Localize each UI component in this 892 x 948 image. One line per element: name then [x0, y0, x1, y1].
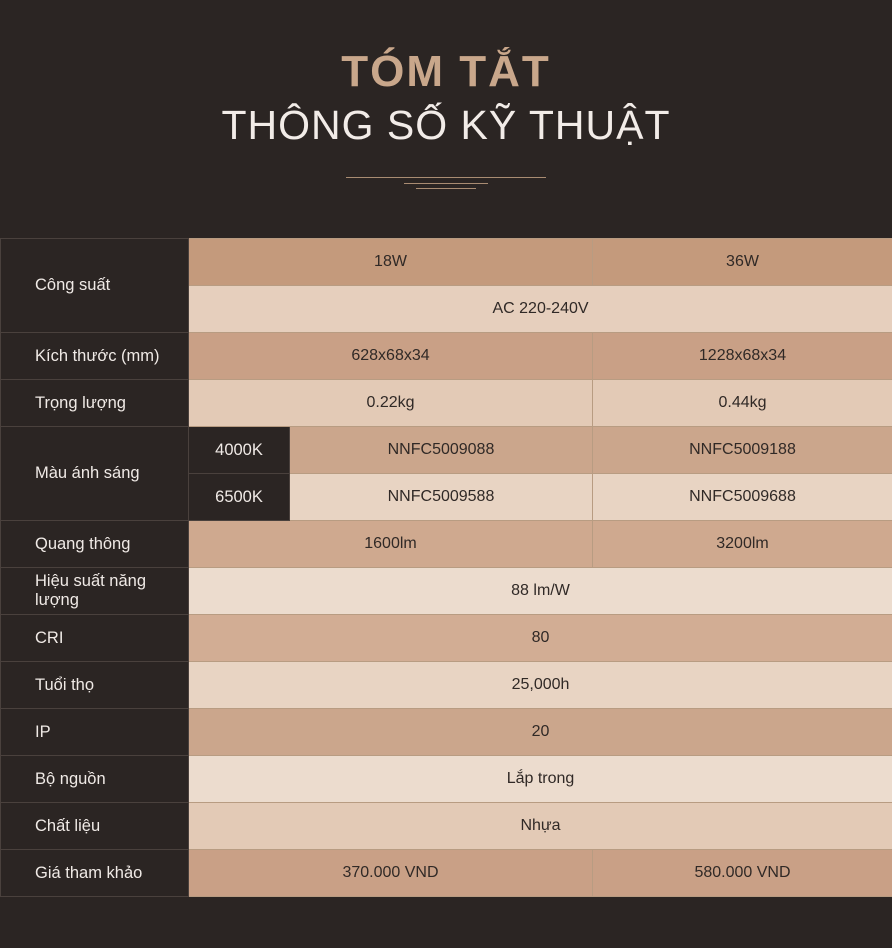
- row-value-1: 18W: [189, 239, 593, 286]
- table-row: [1, 615, 892, 662]
- row-label: IP: [1, 709, 189, 756]
- row-label: Tuổi thọ: [1, 662, 189, 709]
- row-value-merged: Nhựa: [189, 803, 892, 850]
- row-value-merged: 25,000h: [189, 662, 892, 709]
- page-subtitle: THÔNG SỐ KỸ THUẬT: [221, 102, 671, 149]
- table-row: [1, 380, 892, 427]
- table-row: [1, 427, 892, 474]
- row-value-1: NNFC5009588: [290, 474, 593, 521]
- row-label: Trọng lượng: [1, 380, 189, 427]
- row-value-2: 0.44kg: [593, 380, 892, 427]
- divider-ornament: [346, 174, 546, 190]
- row-label: Hiệu suất năng lượng: [1, 568, 189, 615]
- table-row: [1, 333, 892, 380]
- table-row: [1, 756, 892, 803]
- row-value-2: NNFC5009688: [593, 474, 892, 521]
- row-label: CRI: [1, 615, 189, 662]
- row-label: Màu ánh sáng: [1, 427, 189, 521]
- row-value-2: 580.000 VND: [593, 850, 892, 897]
- row-value-1: 370.000 VND: [189, 850, 593, 897]
- row-value-1: NNFC5009088: [290, 427, 593, 474]
- header: [0, 0, 892, 238]
- row-sublabel: 6500K: [189, 474, 290, 521]
- row-value-2: 3200lm: [593, 521, 892, 568]
- table-row: [1, 709, 892, 756]
- row-value-1: 628x68x34: [189, 333, 593, 380]
- table-row: [1, 850, 892, 897]
- specifications-table: [0, 238, 892, 897]
- row-value-1: 1600lm: [189, 521, 593, 568]
- row-value-2: 36W: [593, 239, 892, 286]
- row-value-merged: AC 220-240V: [189, 286, 892, 333]
- row-label: Kích thước (mm): [1, 333, 189, 380]
- page-title: TÓM TẮT: [341, 47, 551, 96]
- row-value-1: 0.22kg: [189, 380, 593, 427]
- row-value-merged: Lắp trong: [189, 756, 892, 803]
- row-value-2: NNFC5009188: [593, 427, 892, 474]
- row-value-merged: 88 lm/W: [189, 568, 892, 615]
- row-value-merged: 20: [189, 709, 892, 756]
- row-label: Công suất: [1, 239, 189, 333]
- row-label: Quang thông: [1, 521, 189, 568]
- row-sublabel: 4000K: [189, 427, 290, 474]
- row-label: Giá tham khảo: [1, 850, 189, 897]
- row-label: Bộ nguồn: [1, 756, 189, 803]
- table-row: [1, 568, 892, 615]
- table-row: [1, 662, 892, 709]
- table-row: [1, 239, 892, 286]
- table-row: [1, 521, 892, 568]
- table-row: [1, 803, 892, 850]
- row-label: Chất liệu: [1, 803, 189, 850]
- row-value-merged: 80: [189, 615, 892, 662]
- row-value-2: 1228x68x34: [593, 333, 892, 380]
